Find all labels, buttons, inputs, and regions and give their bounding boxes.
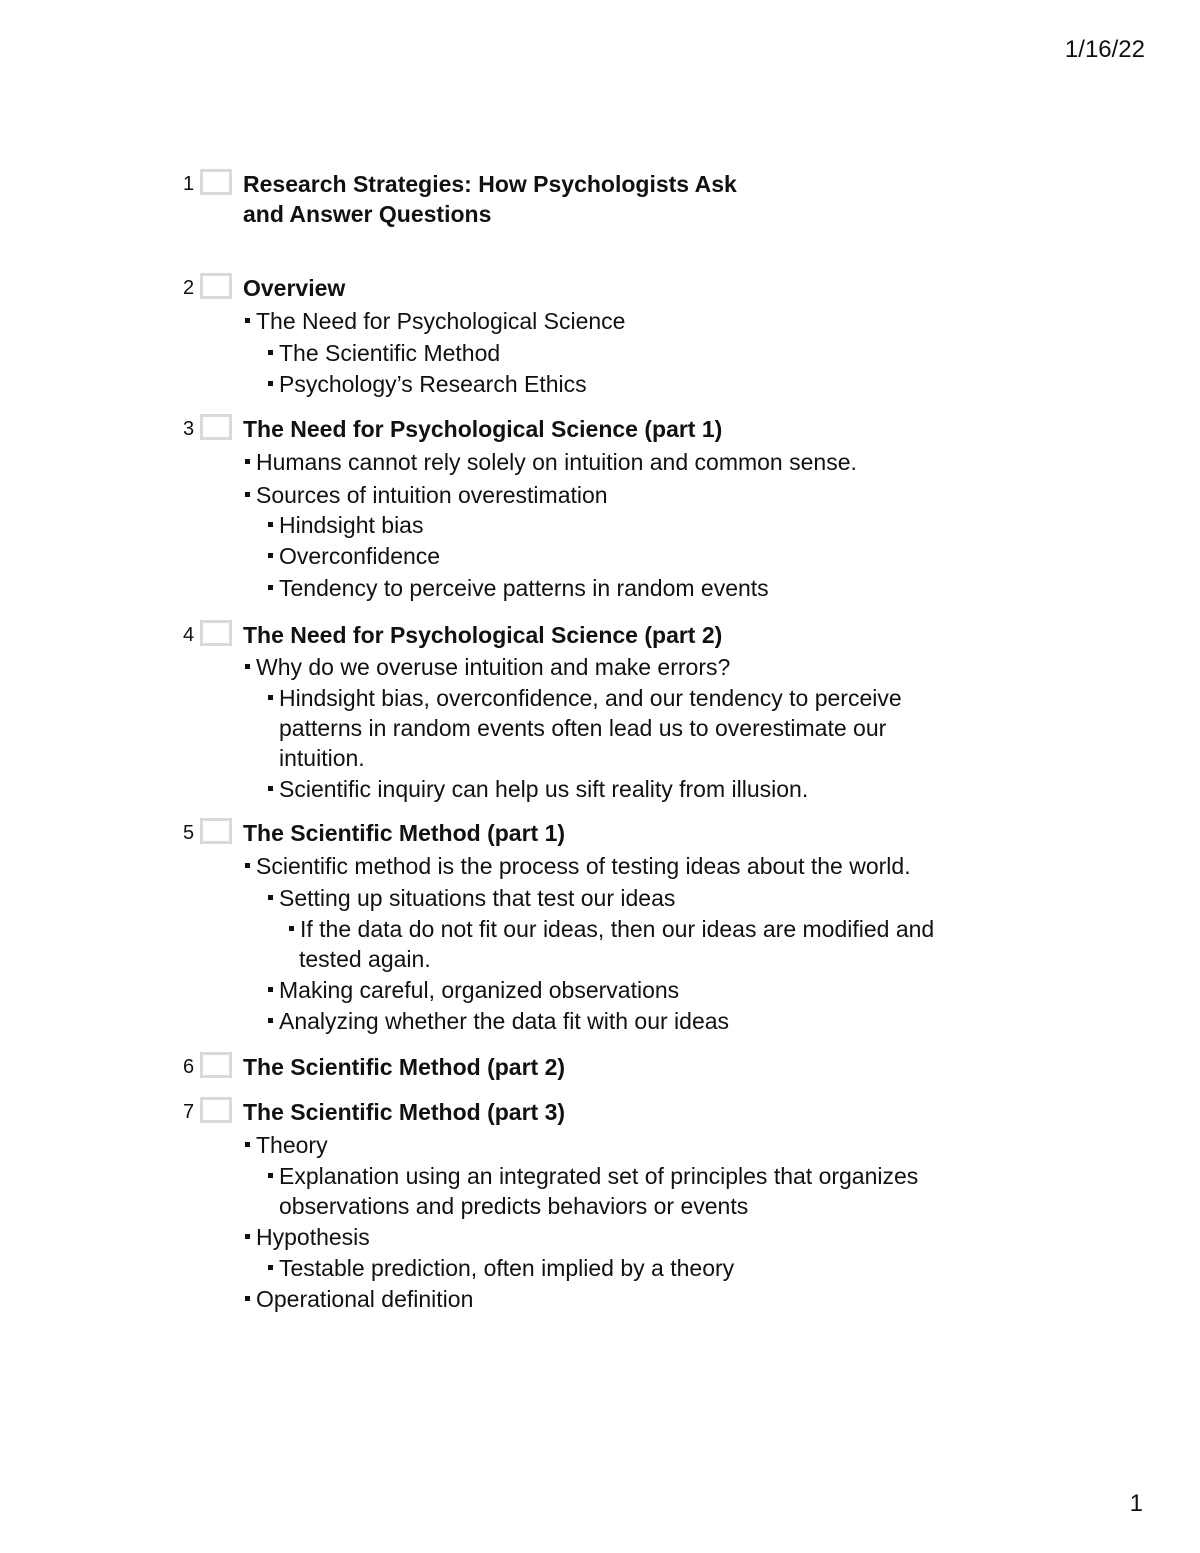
slide-title: The Need for Psychological Science (part 1) <box>243 416 723 442</box>
slide-thumbnail[interactable] <box>200 414 232 440</box>
slide-number: 7 <box>183 1101 195 1123</box>
bullet-item: Sources of intuition overestimation <box>245 480 608 510</box>
slide-thumbnail[interactable] <box>200 1052 232 1078</box>
bullet-item: Tendency to perceive patterns in random events <box>268 573 769 603</box>
bullet-item: The Need for Psychological Science <box>245 306 625 336</box>
bullet-item: Analyzing whether the data fit with our ideas <box>268 1006 729 1036</box>
bullet-continuation: intuition. <box>279 745 365 771</box>
slide-number: 1 <box>183 173 195 195</box>
page-number: 1 <box>1129 1490 1143 1517</box>
slide-number: 3 <box>183 418 195 440</box>
print-date: 1/16/22 <box>1064 36 1145 63</box>
bullet-item: Testable prediction, often implied by a theory <box>268 1253 734 1283</box>
slide-thumbnail[interactable] <box>200 620 232 646</box>
bullet-item: The Scientific Method <box>268 338 500 368</box>
bullet-continuation: patterns in random events often lead us to overestimate our <box>279 715 887 741</box>
bullet-item: Overconfidence <box>268 541 440 571</box>
slide-thumbnail[interactable] <box>200 1097 232 1123</box>
slide-title: The Scientific Method (part 2) <box>243 1054 566 1080</box>
bullet-item: Making careful, organized observations <box>268 975 679 1005</box>
bullet-item: Psychology’s Research Ethics <box>268 369 587 399</box>
bullet-continuation: tested again. <box>299 946 431 972</box>
bullet-item: Humans cannot rely solely on intuition and common sense. <box>245 447 857 477</box>
bullet-item: Scientific method is the process of testing ideas about the world. <box>245 851 911 881</box>
bullet-item: Hindsight bias, overconfidence, and our tendency to perceive <box>268 683 902 713</box>
bullet-item: Hypothesis <box>245 1222 370 1252</box>
slide-number: 4 <box>183 624 195 646</box>
slide-thumbnail[interactable] <box>200 818 232 844</box>
bullet-continuation: observations and predicts behaviors or events <box>279 1193 749 1219</box>
slide-title: The Scientific Method (part 1) <box>243 820 566 846</box>
slide-number: 5 <box>183 822 195 844</box>
slide-title: The Scientific Method (part 3) <box>243 1099 566 1125</box>
slide-thumbnail[interactable] <box>200 169 232 195</box>
bullet-item: If the data do not fit our ideas, then our ideas are modified and <box>289 914 934 944</box>
bullet-item: Why do we overuse intuition and make errors? <box>245 652 730 682</box>
slide-title: Overview <box>243 275 346 301</box>
slide-number: 2 <box>183 277 195 299</box>
bullet-item: Explanation using an integrated set of principles that organizes <box>268 1161 918 1191</box>
slide-number: 6 <box>183 1056 195 1078</box>
slide-title: The Need for Psychological Science (part 2) <box>243 622 723 648</box>
bullet-item: Scientific inquiry can help us sift reality from illusion. <box>268 774 808 804</box>
bullet-item: Hindsight bias <box>268 510 423 540</box>
slide-thumbnail[interactable] <box>200 273 232 299</box>
bullet-item: Theory <box>245 1130 328 1160</box>
slide-title: Research Strategies: How Psychologists Ask and Answer Questions <box>243 171 737 227</box>
bullet-item: Operational definition <box>245 1284 473 1314</box>
bullet-item: Setting up situations that test our ideas <box>268 883 675 913</box>
